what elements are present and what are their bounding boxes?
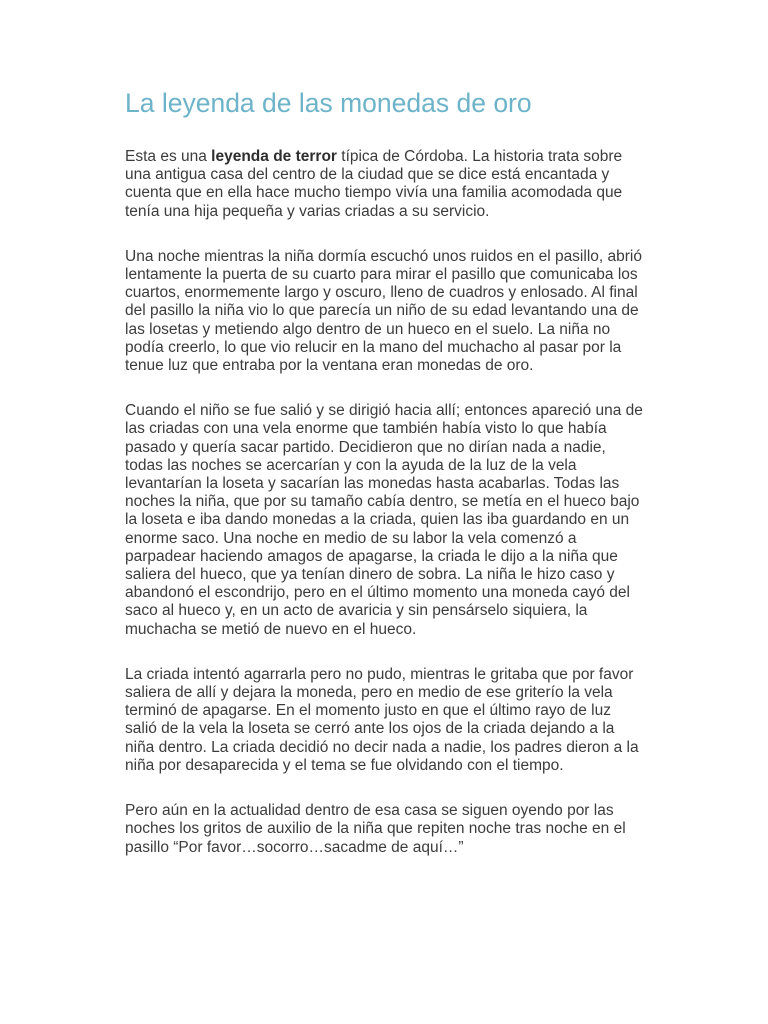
paragraph-2: Cuando el niño se fue salió y se dirigió hacia allí; entonces apareció una de las criadas con una vela enorme que también había visto lo que había pasado y quería sacar partido. Decidieron que no dirían nada a nadie, todas las noches se acercarían y con la ayuda de la luz de la vela levantarían la loseta y sacarían las monedas hasta acabarlas. Todas las noches la niña, que por su tamaño cabía dentro, se metía en el hueco bajo la loseta e iba dando monedas a la criada, quien las iba guardando en un enorme saco. Una noche en medio de su labor la vela comenzó a parpadear haciendo amagos de apagarse, la criada le dijo a la niña que saliera del hueco, que ya tenían dinero de sobra. La niña le hizo caso y abandonó el escondrijo, pero en el último momento una moneda cayó del saco al hueco y, en un acto de avaricia y sin pensárselo siquiera, la muchacha se metió de nuevo en el hueco. (125, 402, 643, 638)
paragraph-1: Una noche mientras la niña dormía escuchó unos ruidos en el pasillo, abrió lentamente la puerta de su cuarto para mirar el pasillo que comunicaba los cuartos, enormemente largo y oscuro, lleno de cuadros y enlosado. Al final del pasillo la niña vio lo que parecía un niño de su edad levantando una de las losetas y metiendo algo dentro de un hueco en el suelo. La niña no podía creerlo, lo que vio relucir en la mano del muchacho al pasar por la tenue luz que entraba por la ventana eran monedas de oro. (125, 247, 642, 375)
paragraph-3: La criada intentó agarrarla pero no pudo, mientras le gritaba que por favor saliera de allí y dejara la moneda, pero en medio de ese griterío la vela terminó de apagarse. En el momento justo en que el último rayo de luz salió de la vela la loseta se cerró ante los ojos de la criada dejando a la niña dentro. La criada decidió no decir nada a nadie, los padres dieron a la niña por desaparecida y el tema se fue olvidando con el tiempo. (125, 665, 639, 774)
intro-text-bold: leyenda de terror (211, 148, 337, 165)
paragraph-4: Pero aún en la actualidad dentro de esa casa se siguen oyendo por las noches los gritos de auxilio de la niña que repiten noche tras noche en el pasillo “Por favor…socorro…sacadme de aquí…” (125, 802, 626, 856)
paragraph-intro (125, 148, 647, 221)
document-body (125, 86, 647, 884)
intro-text-after: típica de Córdoba. La historia trata sobre una antigua casa del centro de la ciudad que se dice está encantada y cuenta que en ella hace mucho tiempo vivía una familia acomodada que tenía una hija pequeña y varias criadas a su servicio. (125, 148, 623, 220)
intro-text-before: Esta es una (125, 148, 212, 165)
page-title: La leyenda de las monedas de oro (125, 88, 532, 118)
